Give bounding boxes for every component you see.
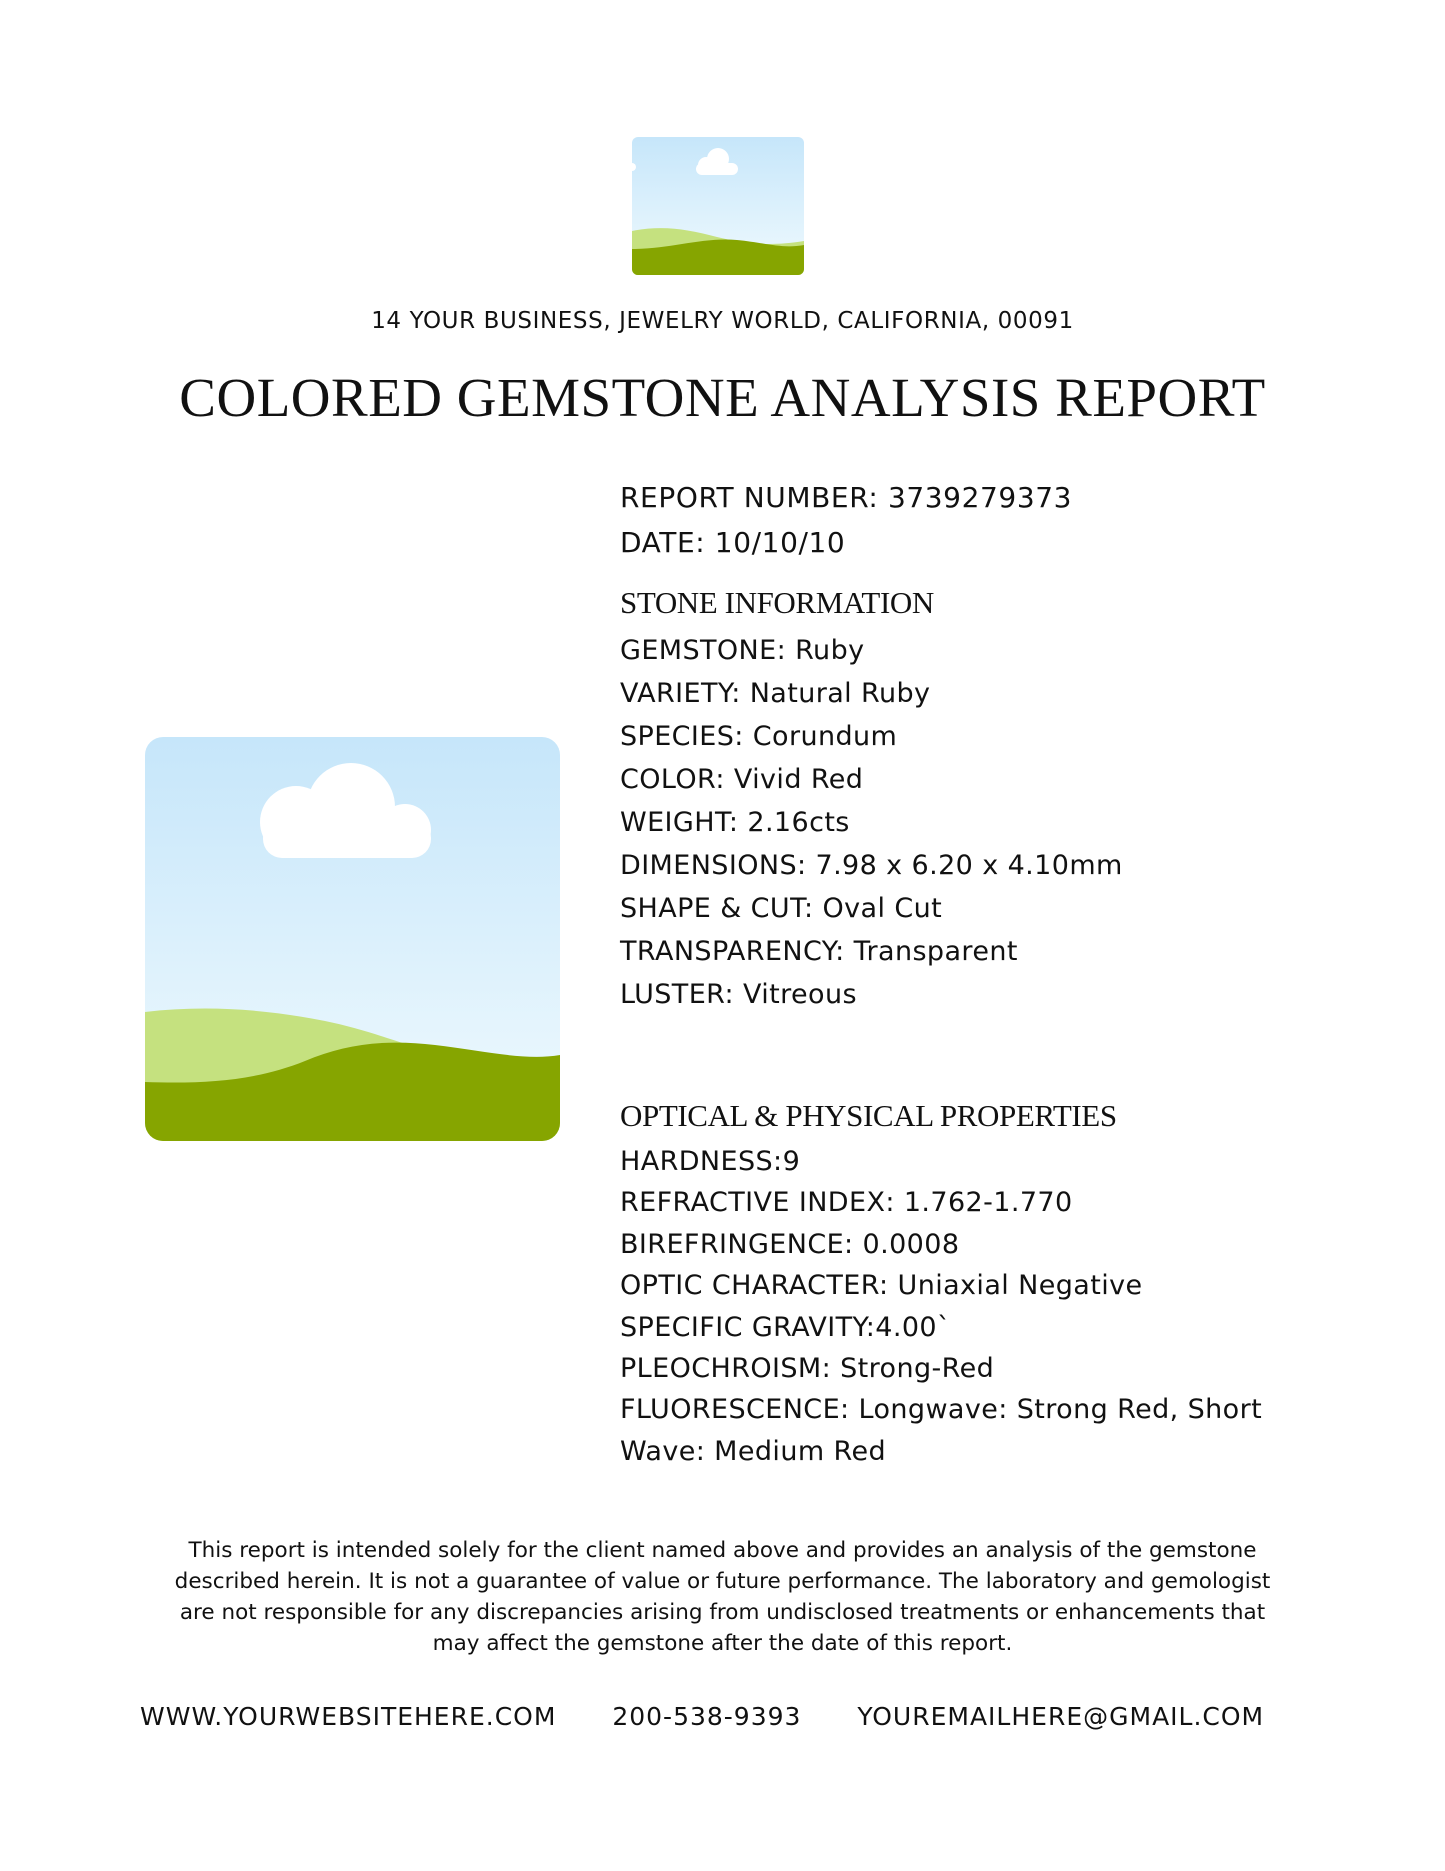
stone-information-heading: STONE INFORMATION <box>620 585 934 620</box>
footer-email[interactable]: YOUREMAILHERE@GMAIL.COM <box>857 1702 1265 1731</box>
row-label: FLUORESCENCE: <box>620 1394 850 1426</box>
row-value: Vivid Red <box>733 764 864 795</box>
report-title: COLORED GEMSTONE ANALYSIS REPORT <box>179 367 1266 428</box>
stone-row-gemstone <box>620 629 1123 672</box>
row-value: Uniaxial Negative <box>897 1270 1143 1302</box>
gemstone-image-placeholder <box>145 737 560 1141</box>
report-date-value: 10/10/10 <box>714 526 846 559</box>
row-label: REFRACTIVE INDEX: <box>620 1187 895 1219</box>
row-value: 1.762-1.770 <box>903 1187 1073 1219</box>
report-number-value: 3739279373 <box>887 481 1073 514</box>
row-value: 0.0008 <box>862 1228 960 1260</box>
row-value: Natural Ruby <box>749 678 931 709</box>
row-label: SHAPE & CUT: <box>620 893 814 924</box>
optical-properties-heading: OPTICAL & PHYSICAL PROPERTIES <box>620 1098 1117 1133</box>
footer-phone[interactable]: 200-538-9393 <box>612 1702 802 1731</box>
row-value: 9 <box>782 1146 801 1177</box>
row-value: Corundum <box>752 721 898 752</box>
stone-information-list <box>620 629 1123 1016</box>
footer-contact <box>140 1702 1264 1731</box>
report-number-label: REPORT NUMBER: <box>620 481 879 514</box>
row-value: Oval Cut <box>822 893 943 924</box>
stone-row-shape-cut <box>620 887 1123 930</box>
footer-website[interactable]: WWW.YOURWEBSITEHERE.COM <box>140 1702 557 1731</box>
row-label: OPTIC CHARACTER: <box>620 1270 889 1302</box>
row-label: WEIGHT: <box>620 807 739 838</box>
row-label: TRANSPARENCY: <box>620 936 845 967</box>
row-value: 4.00` <box>875 1311 951 1343</box>
row-label: DIMENSIONS: <box>620 850 807 881</box>
report-number <box>620 475 1072 520</box>
row-value: Vitreous <box>742 979 857 1010</box>
row-label: PLEOCHROISM: <box>620 1352 832 1384</box>
row-value: 2.16cts <box>747 807 850 838</box>
stone-row-variety <box>620 672 1123 715</box>
stone-row-species <box>620 715 1123 758</box>
row-value: Transparent <box>853 936 1018 967</box>
stone-row-luster <box>620 973 1123 1016</box>
row-value: Ruby <box>795 635 865 666</box>
optical-row-specific-gravity <box>620 1307 1262 1348</box>
logo-image-placeholder <box>632 137 804 275</box>
row-label: BIREFRINGENCE: <box>620 1228 854 1260</box>
report-meta <box>620 475 1072 565</box>
optical-properties-list <box>620 1141 1262 1472</box>
business-address: 14 YOUR BUSINESS, JEWELRY WORLD, CALIFORNIA, 00091 <box>371 308 1074 334</box>
optical-row-pleochroism <box>620 1348 1262 1389</box>
report-date-label: DATE: <box>620 526 706 559</box>
optical-row-hardness <box>620 1141 1262 1182</box>
row-label: VARIETY: <box>620 678 741 709</box>
stone-row-transparency <box>620 930 1123 973</box>
row-label: SPECIES: <box>620 721 744 752</box>
row-value: 7.98 x 6.20 x 4.10mm <box>815 850 1123 881</box>
row-label: LUSTER: <box>620 979 734 1010</box>
row-label: GEMSTONE: <box>620 635 787 666</box>
optical-row-optic-character <box>620 1265 1262 1306</box>
row-value: Strong-Red <box>840 1352 995 1384</box>
row-label: SPECIFIC GRAVITY: <box>620 1311 876 1343</box>
optical-row-birefringence <box>620 1224 1262 1265</box>
optical-row-fluorescence-continued <box>620 1431 1262 1472</box>
disclaimer-text: This report is intended solely for the client named above and provides an analysis of the gemstone described herein. It is not a guarantee of value or future performance. The laboratory and gemologist are not responsible for any discrepancies arising from undisclosed treatments or enhancements that may affect the gemstone after the date of this report. <box>174 1538 1271 1656</box>
row-label: HARDNESS: <box>620 1146 783 1177</box>
stone-row-dimensions <box>620 844 1123 887</box>
row-value: Wave: Medium Red <box>620 1435 887 1467</box>
optical-row-refractive-index <box>620 1182 1262 1223</box>
report-date <box>620 520 1072 565</box>
row-value: Longwave: Strong Red, Short <box>858 1394 1263 1426</box>
stone-row-weight <box>620 801 1123 844</box>
stone-row-color <box>620 758 1123 801</box>
optical-row-fluorescence <box>620 1389 1262 1430</box>
row-label: COLOR: <box>620 764 725 795</box>
